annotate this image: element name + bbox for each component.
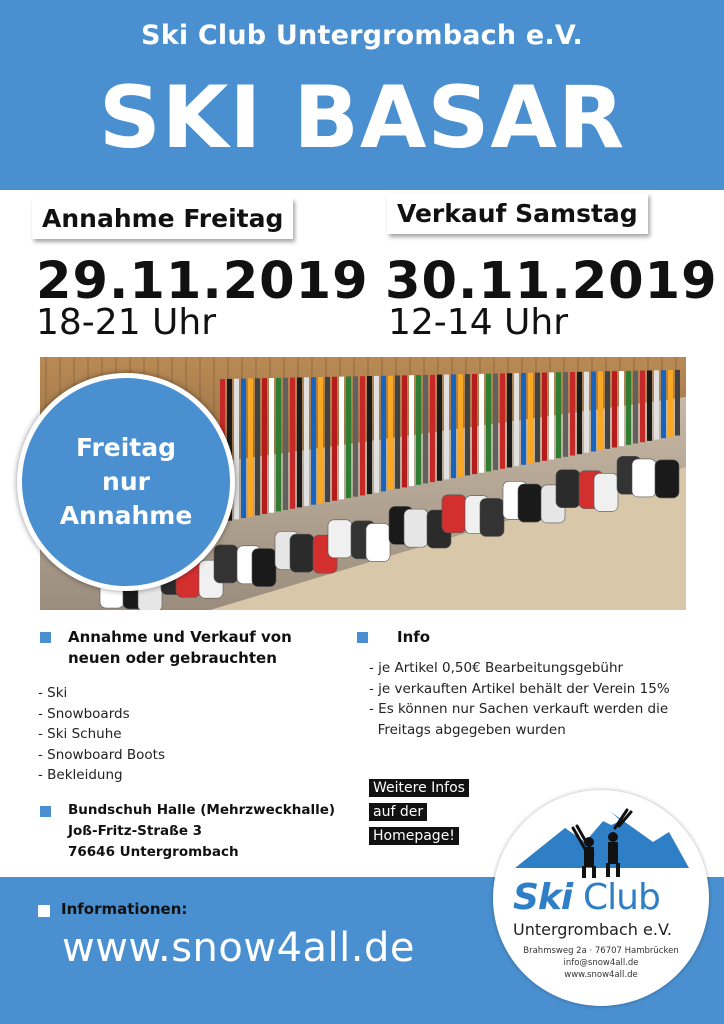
accept-sell-heading [68,627,292,669]
bullet-square [40,806,51,817]
ski-shape [444,375,449,480]
bullet-square [40,632,51,643]
more-info-line: auf der [369,803,427,821]
ski-shape [612,371,617,447]
venue-line: Joß-Fritz-Straße 3 [68,823,203,839]
ski-shape [416,375,421,485]
ski-shape [276,378,281,511]
boot-shape [518,484,542,522]
ski-club-logo [493,790,709,1006]
ski-shape [297,377,302,507]
ski-shape [654,370,659,439]
ski-shape [283,378,288,510]
logo-ski-word: Ski [513,877,573,918]
ski-shape [577,372,582,454]
ski-shape [353,376,358,496]
info-list [369,658,670,740]
info-heading: Info [397,628,431,646]
ski-shape [465,374,470,475]
boot-shape [366,523,390,561]
ski-shape [409,375,414,486]
boot-shape [655,460,679,498]
boot-shape [442,495,466,533]
ski-shape [262,378,267,514]
event-title: SKI BASAR [98,68,626,168]
ski-shape [598,371,603,450]
boot-shape [252,549,276,587]
friday-date: 29.11.2019 [36,252,369,311]
boot-shape [404,509,428,547]
ski-shape [402,375,407,487]
ski-shape [339,377,344,500]
friday-label: Annahme Freitag [32,198,293,239]
ski-shape [549,372,554,459]
ski-shape [381,376,386,492]
ski-shape [248,378,253,516]
boot-shape [214,545,238,583]
ski-shape [325,377,330,502]
ski-shape [367,376,372,494]
ski-shape [269,378,274,513]
bullet-square [357,632,368,643]
boot-shape [290,534,314,572]
website-link[interactable]: www.snow4all.de [62,925,415,971]
ski-shape [374,376,379,493]
venue-address [68,800,335,863]
ski-shape [290,378,295,509]
ski-shape [311,377,316,505]
ski-shape [493,374,498,471]
heading-line: Annahme und Verkauf von [68,628,292,646]
ski-shape [234,379,239,520]
ski-shape [605,371,610,449]
ski-shape [661,370,666,438]
list-item: - Snowboards [38,705,130,722]
saturday-label: Verkauf Samstag [387,193,648,234]
list-item: - Ski [38,685,68,701]
ski-shape [500,373,505,468]
ski-shape [556,372,561,458]
badge-line: Annahme [59,501,193,530]
bullet-square [38,905,50,917]
more-info-line: Homepage! [369,827,459,845]
ski-shape [479,374,484,473]
ski-shape [584,372,589,453]
logo-email: info@snow4all.de [563,958,639,968]
ski-shape [430,375,435,482]
ski-shape [563,372,568,457]
venue-line: 76646 Untergrombach [68,844,239,860]
ski-shape [668,370,673,437]
logo-town: Untergrombach e.V. [513,920,672,939]
ski-shape [395,376,400,489]
ski-shape [626,371,631,445]
ski-shape [472,374,477,474]
ski-shape [633,371,638,444]
boot-shape [480,498,504,536]
saturday-date: 30.11.2019 [385,252,718,311]
list-item: Freitags abgegeben wurden [369,721,566,738]
ski-shape [591,372,596,452]
club-name: Ski Club Untergrombach e.V. [141,20,583,51]
ski-shape [647,370,652,440]
ski-shape [528,373,533,464]
badge-line: nur [102,467,150,496]
friday-only-badge [17,373,235,591]
ski-shape [332,377,337,501]
info-label: Informationen: [61,900,188,918]
boot-shape [632,459,656,497]
ski-shape [346,376,351,498]
header-banner [0,0,724,190]
ski-shape [318,377,323,503]
list-item: - Ski Schuhe [38,726,122,742]
ski-shape [514,373,519,466]
venue-line: Bundschuh Halle (Mehrzweckhalle) [68,802,336,818]
boot-shape [328,520,352,558]
ski-shape [360,376,365,495]
ski-shape [388,376,393,490]
ski-shape [241,379,246,518]
ski-shape [437,375,442,481]
logo-website: www.snow4all.de [564,970,638,980]
list-item: - je Artikel 0,50€ Bearbeitungsgebühr [369,660,624,676]
ski-shape [451,374,456,478]
ski-shape [255,378,260,515]
logo-club-word: Club [583,877,660,918]
list-item: - Es können nur Sachen verkauft werden die [369,701,669,717]
ski-shape [619,371,624,446]
ski-shape [542,373,547,461]
heading-line: neuen oder gebrauchten [68,649,277,667]
ski-shape [640,371,645,443]
ski-shape [486,374,491,472]
list-item: - Snowboard Boots [38,746,165,763]
item-list [38,683,165,786]
saturday-time: 12-14 Uhr [388,302,569,343]
ski-shape [423,375,428,483]
friday-time: 18-21 Uhr [36,302,217,343]
ski-shape [535,373,540,462]
boot-shape [594,473,618,511]
logo-address: Brahmsweg 2a · 76707 Hambrücken [523,946,679,956]
more-info-line: Weitere Infos [369,779,469,797]
ski-shape [675,370,680,436]
list-item: - je verkauften Artikel behält der Verein 15% [369,680,670,697]
badge-line: Freitag [75,433,177,462]
ski-shape [570,372,575,456]
ski-shape [304,377,309,506]
list-item: - Bekleidung [38,767,123,783]
boot-shape [556,470,580,508]
ski-shape [521,373,526,465]
ski-shape [507,373,512,467]
ski-shape [458,374,463,477]
